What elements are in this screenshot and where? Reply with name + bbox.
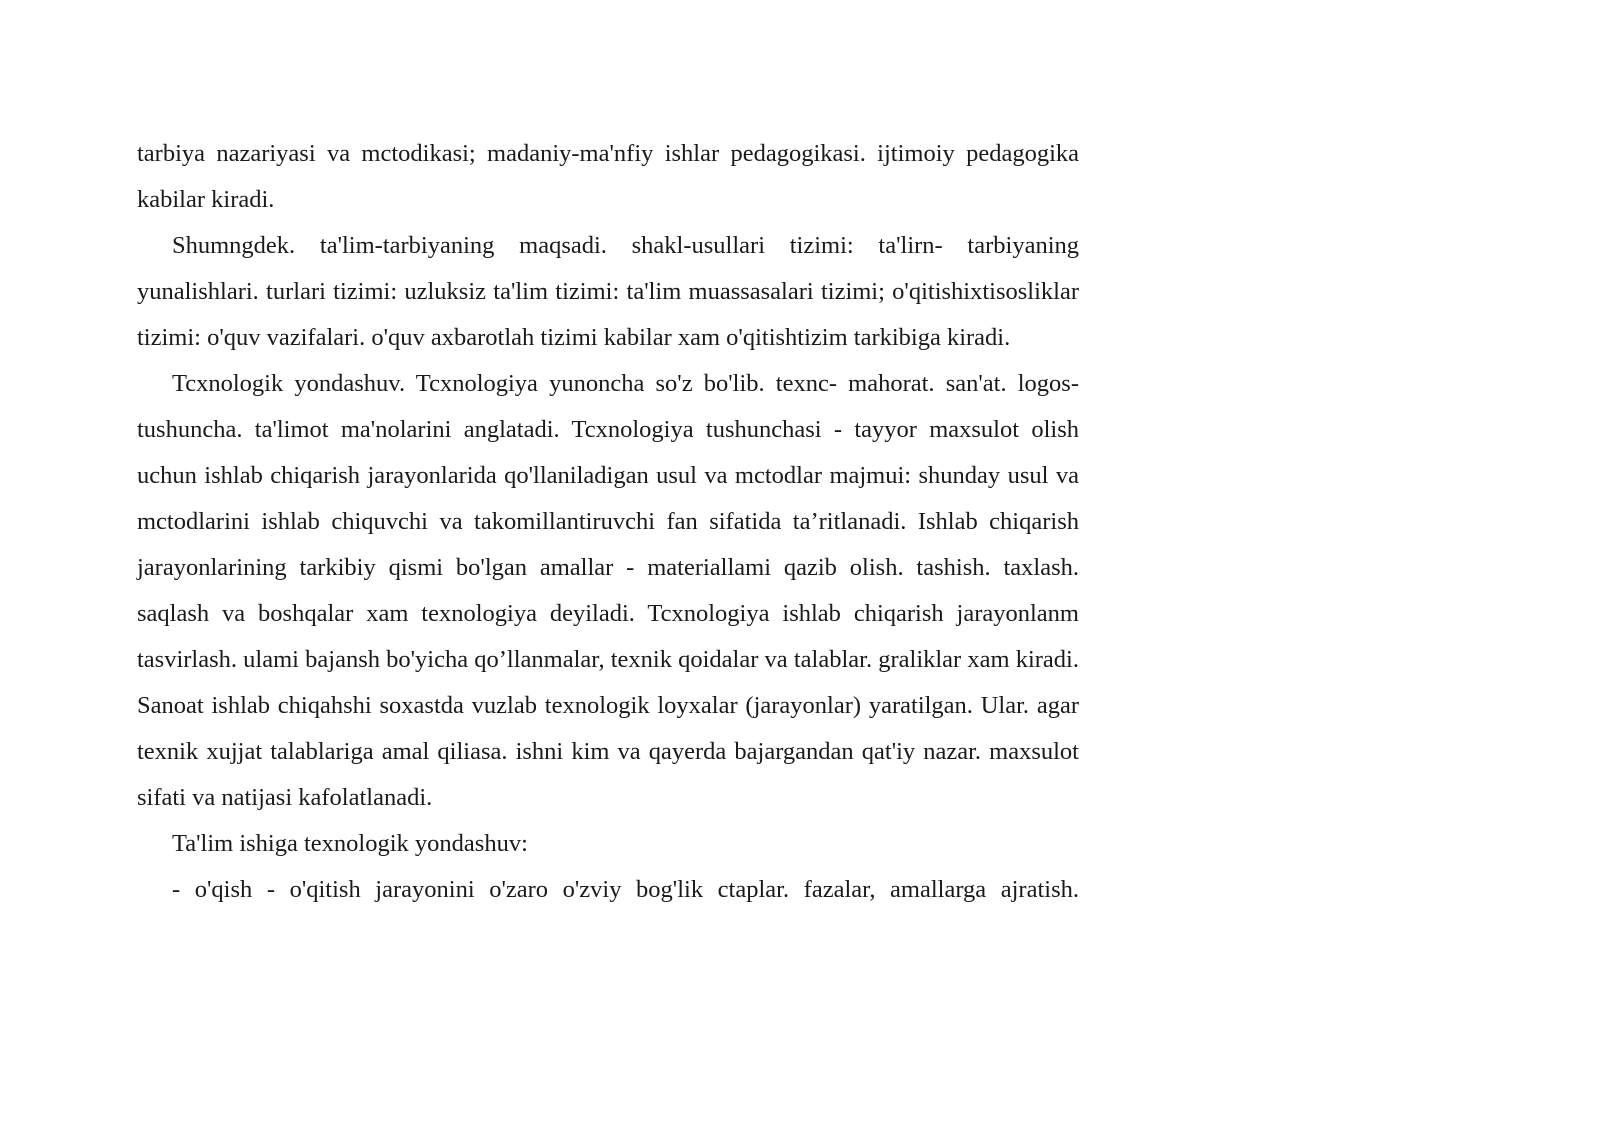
paragraph-continuation: tarbiya nazariyasi va mctodikasi; madaniy-ma'nfiy ishlar pedagogikasi. ijtimoiy pedagogika kabilar kiradi. bbox=[137, 140, 1079, 213]
paragraph-education-systems: Shumngdek. ta'lim-tarbiyaning maqsadi. shakl-usullari tizimi: ta'lirn- tarbiyaning yunalishlari. turlari tizimi: uzluksiz ta'lim tizimi: ta'lim muassasalari tizimi; o'qitishixtisosliklar tizimi: o'quv vazifalari. o'quv axbarotlah tizimi kabilar xam o'qitishtizim tarkibiga kiradi. bbox=[137, 232, 1079, 351]
paragraph-technological-approach: Tcxnologik yondashuv. Tcxnologiya yunoncha so'z bo'lib. texnc- mahorat. san'at. logos-tushuncha. ta'limot ma'nolarini anglatadi. Tcxnologiya tushunchasi - tayyor maxsulot olish uchun ishlab chiqarish jarayonlarida qo'llaniladigan usul va mctodlar majmui: shunday usul va mctodlarini ishlab chiquvchi va takomillantiruvchi fan sifatida ta’ritlanadi. Ishlab chiqarish jarayonlarining tarkibiy qismi bo'lgan amallar - materiallami qazib olish. tashish. taxlash. saqlash va boshqalar xam texnologiya deyiladi. Tcxnologiya ishlab chiqarish jarayonlanm tasvirlash. ulami bajansh bo'yicha qo’llanmalar, texnik qoidalar va talablar. graliklar xam kiradi. Sanoat ishlab chiqahshi soxastda vuzlab texnologik loyxalar (jarayonlar) yaratilgan. Ular. agar texnik xujjat talablariga amal qiliasa. ishni kim va qayerda bajargandan qat'iy nazar. maxsulot sifati va natijasi kafolatlanadi. bbox=[137, 370, 1079, 811]
paragraph-approach-heading: Ta'lim ishiga texnologik yondashuv: bbox=[172, 830, 528, 857]
list-item-process-division: - o'qish - o'qitish jarayonini o'zaro o'zviy bog'lik ctaplar. fazalar, amallarga ajratish. bbox=[172, 876, 1079, 903]
document-body bbox=[137, 131, 1079, 913]
